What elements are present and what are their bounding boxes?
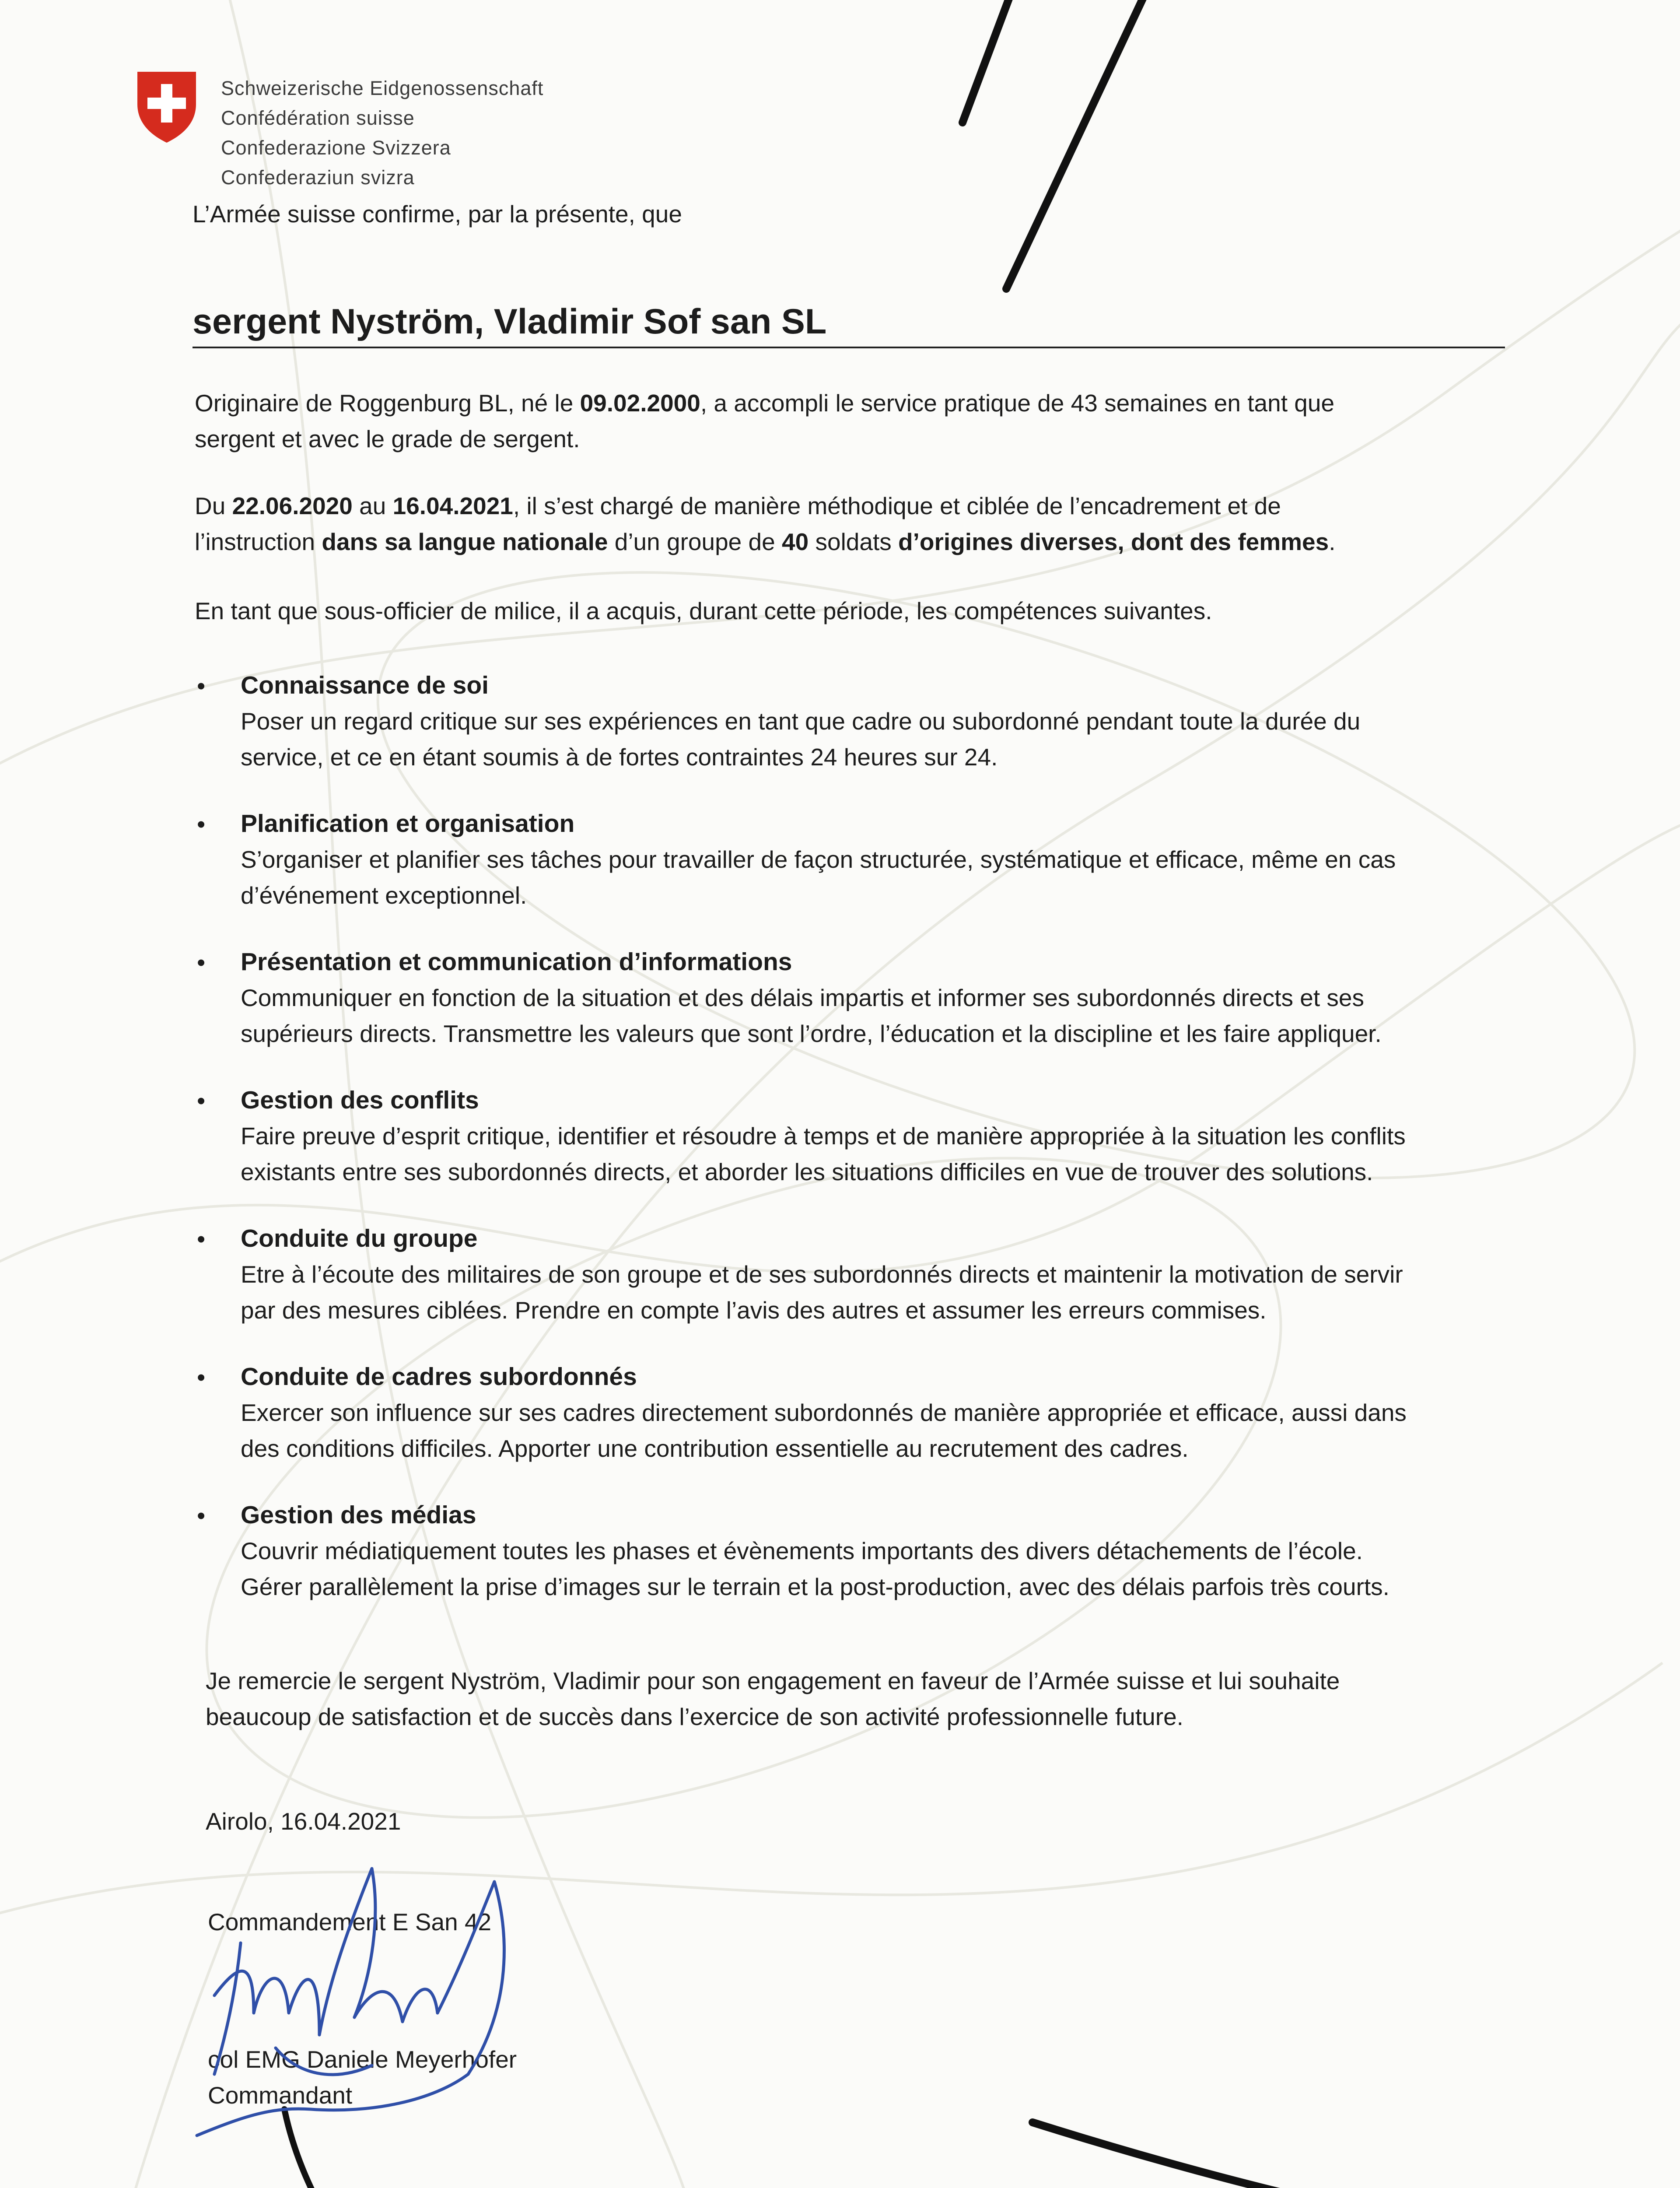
- text-run: En tant que sous-officier de milice, il a acquis, durant cette période, les compétences suivantes.: [195, 597, 1212, 624]
- competences-list: [197, 667, 1509, 1635]
- competence-line: des conditions difficiles. Apporter une contribution essentielle au recrutement des cadres.: [241, 1435, 1189, 1462]
- competence-title: Planification et organisation: [241, 810, 575, 838]
- competence-line: Poser un regard critique sur ses expériences en tant que cadre ou subordonné pendant toute la durée du: [241, 708, 1361, 735]
- bullet-icon: •: [197, 1364, 206, 1391]
- competence-item: [197, 667, 1509, 806]
- name-underline: [192, 347, 1505, 348]
- competence-line: par des mesures ciblées. Prendre en compte l’avis des autres et assumer les erreurs commises.: [241, 1297, 1267, 1324]
- competence-line: existants entre ses subordonnés directs, et aborder les situations difficiles en vue de trouver des solutions.: [241, 1158, 1373, 1185]
- emphasized-text: d’origines diverses, dont des femmes: [898, 528, 1329, 555]
- signatory-name: col EMG Daniele Meyerhofer: [208, 2046, 517, 2073]
- administration-names: [221, 74, 543, 193]
- competence-line: d’événement exceptionnel.: [241, 882, 527, 909]
- issuing-command: Commandement E San 42: [208, 1908, 492, 1936]
- text-run: Originaire de Roggenburg BL, né le: [195, 389, 580, 417]
- emphasized-text: 09.02.2000: [580, 389, 700, 417]
- competence-line: Gérer parallèlement la prise d’images sur le terrain et la post-production, avec des délais parfois très courts.: [241, 1573, 1390, 1600]
- closing-line: beaucoup de satisfaction et de succès dans l’exercice de son activité professionnelle future.: [206, 1703, 1183, 1730]
- text-run: , a accompli le service pratique de 43 semaines en tant que: [700, 389, 1335, 417]
- competence-title: Conduite du groupe: [241, 1224, 478, 1252]
- recipient-block: [192, 298, 1505, 348]
- text-run: .: [1329, 528, 1336, 555]
- competence-line: Exercer son influence sur ses cadres directement subordonnés de manière appropriée et efficace, aussi dans: [241, 1399, 1407, 1426]
- paragraph-competences-intro: [195, 593, 1507, 629]
- competence-item: [197, 1359, 1509, 1497]
- bullet-icon: •: [197, 1087, 206, 1114]
- recipient-name: sergent Nyström, Vladimir Sof san SL: [192, 302, 827, 341]
- text-run: sergent et avec le grade de sergent.: [195, 425, 580, 452]
- intro-sentence: L’Armée suisse confirme, par la présente, que: [192, 200, 682, 228]
- competence-item: [197, 944, 1509, 1082]
- signatory-role: Commandant: [208, 2082, 353, 2109]
- competence-title: Connaissance de soi: [241, 671, 489, 699]
- competence-line: Couvrir médiatiquement toutes les phases et évènements importants des divers détachements de l’école.: [241, 1537, 1363, 1564]
- admin-line-french: Confédération suisse: [221, 107, 415, 129]
- competence-title: Gestion des conflits: [241, 1086, 479, 1114]
- swiss-cross-shield-icon: [136, 70, 198, 144]
- bullet-icon: •: [197, 1225, 206, 1252]
- paragraph-line: [195, 421, 1507, 457]
- admin-line-german: Schweizerische Eidgenossenschaft: [221, 77, 544, 99]
- competence-line: Faire preuve d’esprit critique, identifier et résoudre à temps et de manière appropriée à la situation les conflits: [241, 1122, 1406, 1150]
- competence-item: [197, 806, 1509, 944]
- bullet-icon: •: [197, 672, 206, 699]
- bullet-icon: •: [197, 810, 206, 838]
- text-run: , il s’est chargé de manière méthodique et ciblée de l’encadrement et de: [513, 492, 1281, 519]
- competence-item: [197, 1082, 1509, 1220]
- closing-line: Je remercie le sergent Nyström, Vladimir pour son engagement en faveur de l’Armée suisse et lui souhaite: [206, 1667, 1340, 1694]
- paragraph-service-summary: [195, 385, 1507, 457]
- competence-item: [197, 1497, 1509, 1635]
- bullet-icon: •: [197, 949, 206, 976]
- competence-line: S’organiser et planifier ses tâches pour travailler de façon structurée, systématique et efficace, même en cas: [241, 846, 1396, 873]
- signatory: [208, 2041, 517, 2113]
- emphasized-text: 40: [782, 528, 809, 555]
- paragraph-line: [195, 385, 1507, 421]
- competence-line: Etre à l’écoute des militaires de son groupe et de ses subordonnés directs et maintenir la motivation de servir: [241, 1261, 1403, 1288]
- text-run: au: [352, 492, 393, 519]
- text-run: l’instruction: [195, 528, 322, 555]
- closing-paragraph: [206, 1663, 1340, 1735]
- competence-line: Communiquer en fonction de la situation et des délais impartis et informer ses subordonnés directs et ses: [241, 984, 1364, 1011]
- text-run: soldats: [808, 528, 899, 555]
- paragraph-line: [195, 524, 1507, 560]
- place-and-date: Airolo, 16.04.2021: [206, 1808, 401, 1835]
- emphasized-text: 22.06.2020: [232, 492, 353, 519]
- admin-line-romansh: Confederaziun svizra: [221, 166, 415, 189]
- paragraph-instruction-period: [195, 488, 1507, 560]
- emphasized-text: 16.04.2021: [392, 492, 513, 519]
- emphasized-text: dans sa langue nationale: [322, 528, 608, 555]
- admin-line-italian: Confederazione Svizzera: [221, 137, 451, 159]
- competence-title: Gestion des médias: [241, 1501, 476, 1529]
- paragraph-line: [195, 593, 1507, 629]
- competence-title: Conduite de cadres subordonnés: [241, 1363, 637, 1391]
- bullet-icon: •: [197, 1502, 206, 1529]
- competence-line: supérieurs directs. Transmettre les valeurs que sont l’ordre, l’éducation et la discipline et les faire appliquer.: [241, 1020, 1382, 1047]
- competence-item: [197, 1220, 1509, 1359]
- text-run: Du: [195, 492, 232, 519]
- competence-line: service, et ce en étant soumis à de fortes contraintes 24 heures sur 24.: [241, 743, 998, 771]
- competence-title: Présentation et communication d’informations: [241, 948, 792, 976]
- paragraph-line: [195, 488, 1507, 524]
- text-run: d’un groupe de: [608, 528, 782, 555]
